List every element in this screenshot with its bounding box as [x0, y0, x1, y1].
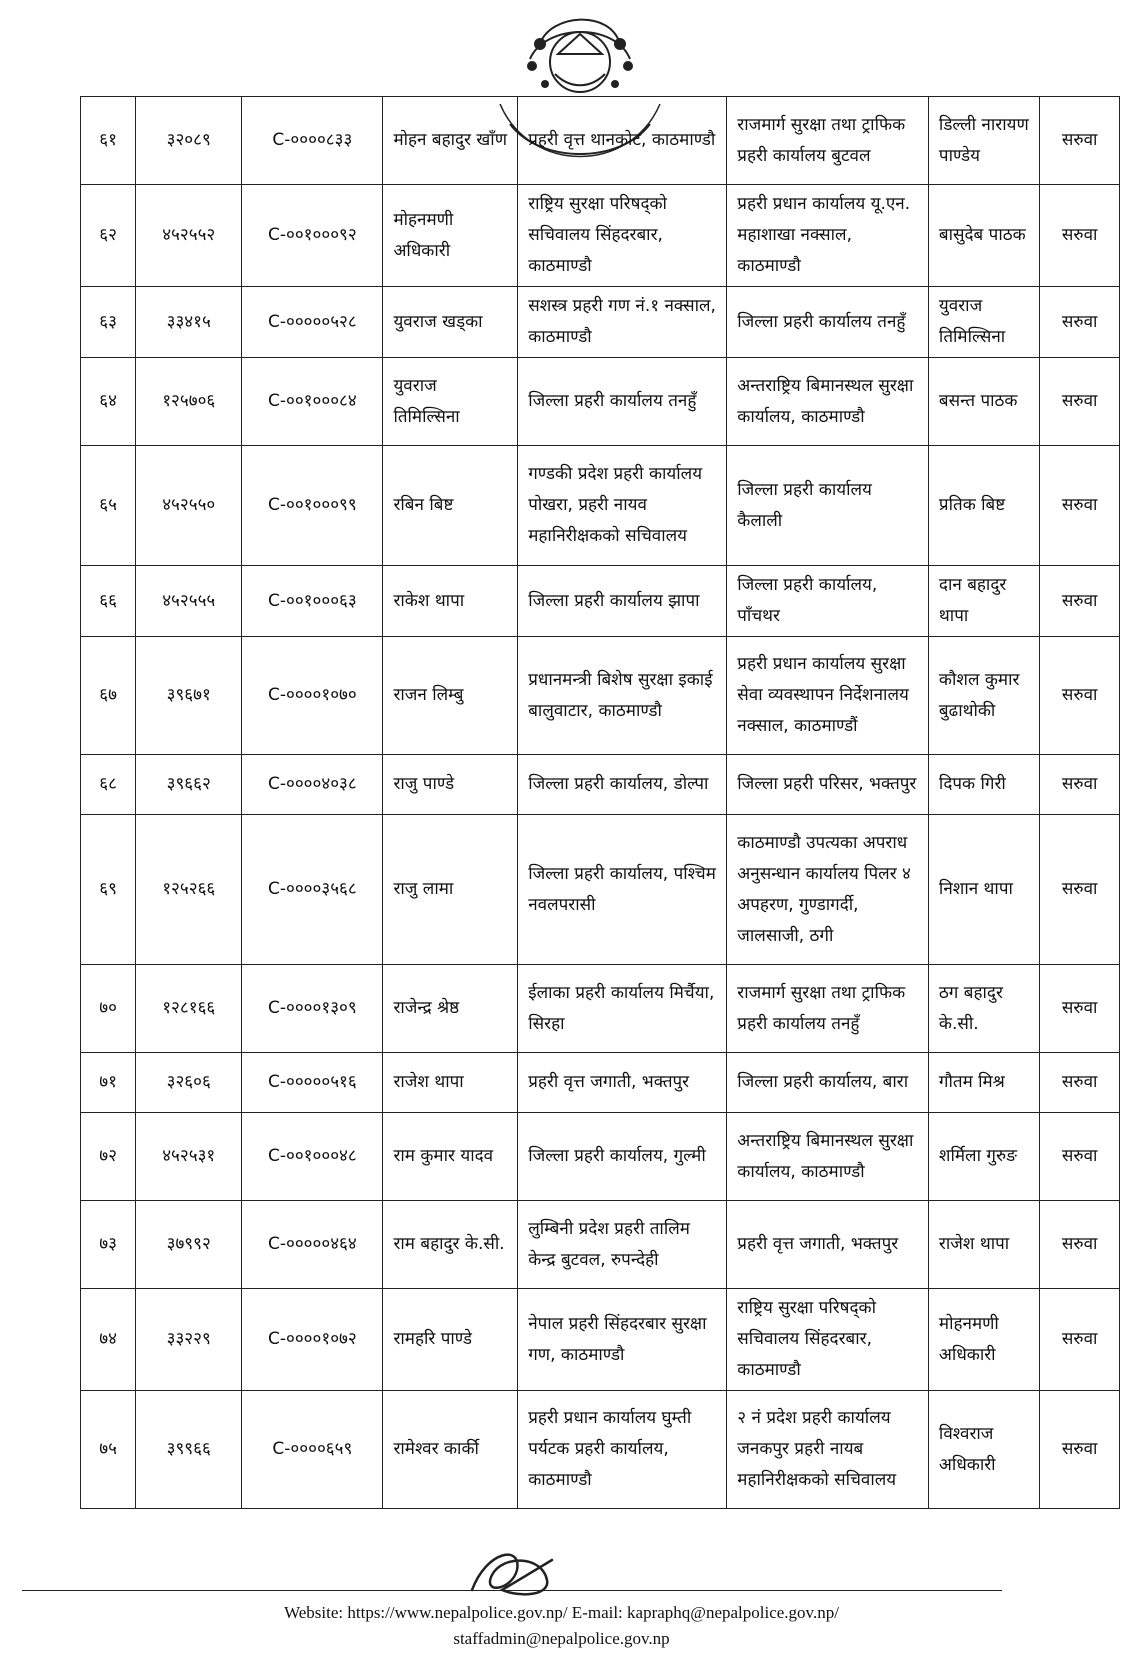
transfer-list-body [81, 97, 1120, 1509]
action-cell: सरुवा [1040, 965, 1120, 1053]
replacement-name-cell: राजेश थापा [928, 1201, 1039, 1289]
replacement-name-cell: मोहनमणी अधिकारी [928, 1289, 1039, 1391]
code-cell: C-०००००५१६ [242, 1053, 383, 1113]
current-office-cell: जिल्ला प्रहरी कार्यालय झापा [518, 566, 727, 637]
employee-name-cell: युवराज खड्का [383, 287, 518, 358]
employee-name-cell: युवराज तिमिल्सिना [383, 358, 518, 446]
replacement-name-cell: प्रतिक बिष्ट [928, 446, 1039, 566]
table-row [81, 97, 1120, 185]
police-number-cell: ४५२५५५ [136, 566, 242, 637]
table-row [81, 1391, 1120, 1509]
serial-number-cell: ७४ [81, 1289, 136, 1391]
code-cell: C-००००४०३८ [242, 755, 383, 815]
serial-number-cell: ७० [81, 965, 136, 1053]
replacement-name-cell: विश्वराज अधिकारी [928, 1391, 1039, 1509]
serial-number-cell: ६५ [81, 446, 136, 566]
police-number-cell: ३३२२९ [136, 1289, 242, 1391]
new-office-cell: राजमार्ग सुरक्षा तथा ट्राफिक प्रहरी कार्यालय बुटवल [727, 97, 929, 185]
replacement-name-cell: बासुदेब पाठक [928, 185, 1039, 287]
police-number-cell: १२५७०६ [136, 358, 242, 446]
replacement-name-cell: दान बहादुर थापा [928, 566, 1039, 637]
current-office-cell: जिल्ला प्रहरी कार्यालय, डोल्पा [518, 755, 727, 815]
employee-name-cell: राकेश थापा [383, 566, 518, 637]
action-cell: सरुवा [1040, 1113, 1120, 1201]
code-cell: C-००१०००६३ [242, 566, 383, 637]
serial-number-cell: ७२ [81, 1113, 136, 1201]
current-office-cell: प्रहरी वृत्त जगाती, भक्तपुर [518, 1053, 727, 1113]
serial-number-cell: ६१ [81, 97, 136, 185]
table-row [81, 358, 1120, 446]
table-row [81, 1289, 1120, 1391]
code-cell: C-००००८३३ [242, 97, 383, 185]
police-number-cell: १२८१६६ [136, 965, 242, 1053]
table-row [81, 637, 1120, 755]
code-cell: C-००१०००४८ [242, 1113, 383, 1201]
employee-name-cell: मोहनमणी अधिकारी [383, 185, 518, 287]
employee-name-cell: रामहरि पाण्डे [383, 1289, 518, 1391]
serial-number-cell: ७३ [81, 1201, 136, 1289]
police-number-cell: ३३४१५ [136, 287, 242, 358]
new-office-cell: जिल्ला प्रहरी कार्यालय तनहुँ [727, 287, 929, 358]
code-cell: C-००१०००९२ [242, 185, 383, 287]
table-row [81, 755, 1120, 815]
new-office-cell: अन्तराष्ट्रिय बिमानस्थल सुरक्षा कार्यालय, काठमाण्डौ [727, 1113, 929, 1201]
new-office-cell: प्रहरी वृत्त जगाती, भक्तपुर [727, 1201, 929, 1289]
employee-name-cell: राजु लामा [383, 815, 518, 965]
serial-number-cell: ६४ [81, 358, 136, 446]
current-office-cell: नेपाल प्रहरी सिंहदरबार सुरक्षा गण, काठमाण्डौ [518, 1289, 727, 1391]
replacement-name-cell: कौशल कुमार बुढाथोकी [928, 637, 1039, 755]
police-number-cell: ३२६०६ [136, 1053, 242, 1113]
police-number-cell: ३९९६६ [136, 1391, 242, 1509]
table-row [81, 965, 1120, 1053]
code-cell: C-०००००५२८ [242, 287, 383, 358]
replacement-name-cell: दिपक गिरी [928, 755, 1039, 815]
table-row [81, 287, 1120, 358]
employee-name-cell: रामेश्वर कार्की [383, 1391, 518, 1509]
action-cell: सरुवा [1040, 446, 1120, 566]
employee-name-cell: राजेन्द्र श्रेष्ठ [383, 965, 518, 1053]
code-cell: C-००००१३०९ [242, 965, 383, 1053]
code-cell: C-००१०००८४ [242, 358, 383, 446]
new-office-cell: प्रहरी प्रधान कार्यालय सुरक्षा सेवा व्यवस्थापन निर्देशनालय नक्साल, काठमाण्डौं [727, 637, 929, 755]
serial-number-cell: ६३ [81, 287, 136, 358]
police-number-cell: ३९६७१ [136, 637, 242, 755]
table-row [81, 1113, 1120, 1201]
table-row [81, 1201, 1120, 1289]
serial-number-cell: ६६ [81, 566, 136, 637]
current-office-cell: सशस्त्र प्रहरी गण नं.१ नक्साल, काठमाण्डौ [518, 287, 727, 358]
police-number-cell: ३९६६२ [136, 755, 242, 815]
action-cell: सरुवा [1040, 358, 1120, 446]
table-row [81, 446, 1120, 566]
new-office-cell: अन्तराष्ट्रिय बिमानस्थल सुरक्षा कार्यालय, काठमाण्डौ [727, 358, 929, 446]
footer-email: staffadmin@nepalpolice.gov.np [453, 1629, 670, 1648]
code-cell: C-००१०००९९ [242, 446, 383, 566]
current-office-cell: ईलाका प्रहरी कार्यालय मिर्चैया, सिरहा [518, 965, 727, 1053]
employee-name-cell: रबिन बिष्ट [383, 446, 518, 566]
replacement-name-cell: गौतम मिश्र [928, 1053, 1039, 1113]
action-cell: सरुवा [1040, 815, 1120, 965]
footer-divider [22, 1590, 1002, 1591]
table-row [81, 1053, 1120, 1113]
transfer-list-table [80, 96, 1120, 1509]
action-cell: सरुवा [1040, 185, 1120, 287]
police-number-cell: ४५२५५० [136, 446, 242, 566]
employee-name-cell: मोहन बहादुर खाँण [383, 97, 518, 185]
current-office-cell: प्रहरी प्रधान कार्यालय घुम्ती पर्यटक प्रहरी कार्यालय, काठमाण्डौ [518, 1391, 727, 1509]
action-cell: सरुवा [1040, 637, 1120, 755]
serial-number-cell: ६८ [81, 755, 136, 815]
new-office-cell: राष्ट्रिय सुरक्षा परिषद्को सचिवालय सिंहदरबार, काठमाण्डौ [727, 1289, 929, 1391]
new-office-cell: जिल्ला प्रहरी कार्यालय, पाँचथर [727, 566, 929, 637]
current-office-cell: प्रधानमन्त्री बिशेष सुरक्षा इकाई बालुवाटार, काठमाण्डौ [518, 637, 727, 755]
police-number-cell: १२५२६६ [136, 815, 242, 965]
replacement-name-cell: युवराज तिमिल्सिना [928, 287, 1039, 358]
employee-name-cell: राम कुमार यादव [383, 1113, 518, 1201]
action-cell: सरुवा [1040, 1053, 1120, 1113]
employee-name-cell: राजेश थापा [383, 1053, 518, 1113]
police-number-cell: ३२०८९ [136, 97, 242, 185]
new-office-cell: राजमार्ग सुरक्षा तथा ट्राफिक प्रहरी कार्यालय तनहुँ [727, 965, 929, 1053]
replacement-name-cell: डिल्ली नारायण पाण्डेय [928, 97, 1039, 185]
serial-number-cell: ६९ [81, 815, 136, 965]
new-office-cell: प्रहरी प्रधान कार्यालय यू.एन. महाशाखा नक्साल, काठमाण्डौ [727, 185, 929, 287]
new-office-cell: जिल्ला प्रहरी परिसर, भक्तपुर [727, 755, 929, 815]
table-row [81, 815, 1120, 965]
new-office-cell: २ नं प्रदेश प्रहरी कार्यालय जनकपुर प्रहरी नायब महानिरीक्षकको सचिवालय [727, 1391, 929, 1509]
new-office-cell: काठमाण्डौ उपत्यका अपराध अनुसन्धान कार्यालय पिलर ४ अपहरण, गुण्डागर्दी, जालसाजी, ठगी [727, 815, 929, 965]
code-cell: C-००००३५६८ [242, 815, 383, 965]
action-cell: सरुवा [1040, 755, 1120, 815]
police-number-cell: ३७९९२ [136, 1201, 242, 1289]
footer-website-email: Website: https://www.nepalpolice.gov.np/ E-mail: kapraphq@nepalpolice.gov.np/ [284, 1603, 839, 1622]
code-cell: C-००००१०७२ [242, 1289, 383, 1391]
replacement-name-cell: बसन्त पाठक [928, 358, 1039, 446]
current-office-cell: जिल्ला प्रहरी कार्यालय, गुल्मी [518, 1113, 727, 1201]
handwritten-signature [462, 1540, 562, 1602]
current-office-cell: लुम्बिनी प्रदेश प्रहरी तालिम केन्द्र बुटवल, रुपन्देही [518, 1201, 727, 1289]
action-cell: सरुवा [1040, 1201, 1120, 1289]
new-office-cell: जिल्ला प्रहरी कार्यालय कैलाली [727, 446, 929, 566]
serial-number-cell: ६२ [81, 185, 136, 287]
employee-name-cell: राजु पाण्डे [383, 755, 518, 815]
action-cell: सरुवा [1040, 97, 1120, 185]
current-office-cell: जिल्ला प्रहरी कार्यालय तनहुँ [518, 358, 727, 446]
replacement-name-cell: शर्मिला गुरुङ [928, 1113, 1039, 1201]
replacement-name-cell: ठग बहादुर के.सी. [928, 965, 1039, 1053]
code-cell: C-००००१०७० [242, 637, 383, 755]
current-office-cell: प्रहरी वृत्त थानकोट, काठमाण्डौ [518, 97, 727, 185]
action-cell: सरुवा [1040, 287, 1120, 358]
action-cell: सरुवा [1040, 566, 1120, 637]
police-number-cell: ४५२५३१ [136, 1113, 242, 1201]
serial-number-cell: ७१ [81, 1053, 136, 1113]
footer-contact [0, 1600, 1123, 1652]
serial-number-cell: ७५ [81, 1391, 136, 1509]
employee-name-cell: राजन लिम्बु [383, 637, 518, 755]
action-cell: सरुवा [1040, 1289, 1120, 1391]
serial-number-cell: ६७ [81, 637, 136, 755]
table-row [81, 185, 1120, 287]
current-office-cell: गण्डकी प्रदेश प्रहरी कार्यालय पोखरा, प्रहरी नायव महानिरीक्षकको सचिवालय [518, 446, 727, 566]
code-cell: C-००००६५९ [242, 1391, 383, 1509]
code-cell: C-०००००४६४ [242, 1201, 383, 1289]
current-office-cell: राष्ट्रिय सुरक्षा परिषद्को सचिवालय सिंहदरबार, काठमाण्डौ [518, 185, 727, 287]
action-cell: सरुवा [1040, 1391, 1120, 1509]
table-row [81, 566, 1120, 637]
replacement-name-cell: निशान थापा [928, 815, 1039, 965]
police-number-cell: ४५२५५२ [136, 185, 242, 287]
current-office-cell: जिल्ला प्रहरी कार्यालय, पश्चिम नवलपरासी [518, 815, 727, 965]
employee-name-cell: राम बहादुर के.सी. [383, 1201, 518, 1289]
new-office-cell: जिल्ला प्रहरी कार्यालय, बारा [727, 1053, 929, 1113]
